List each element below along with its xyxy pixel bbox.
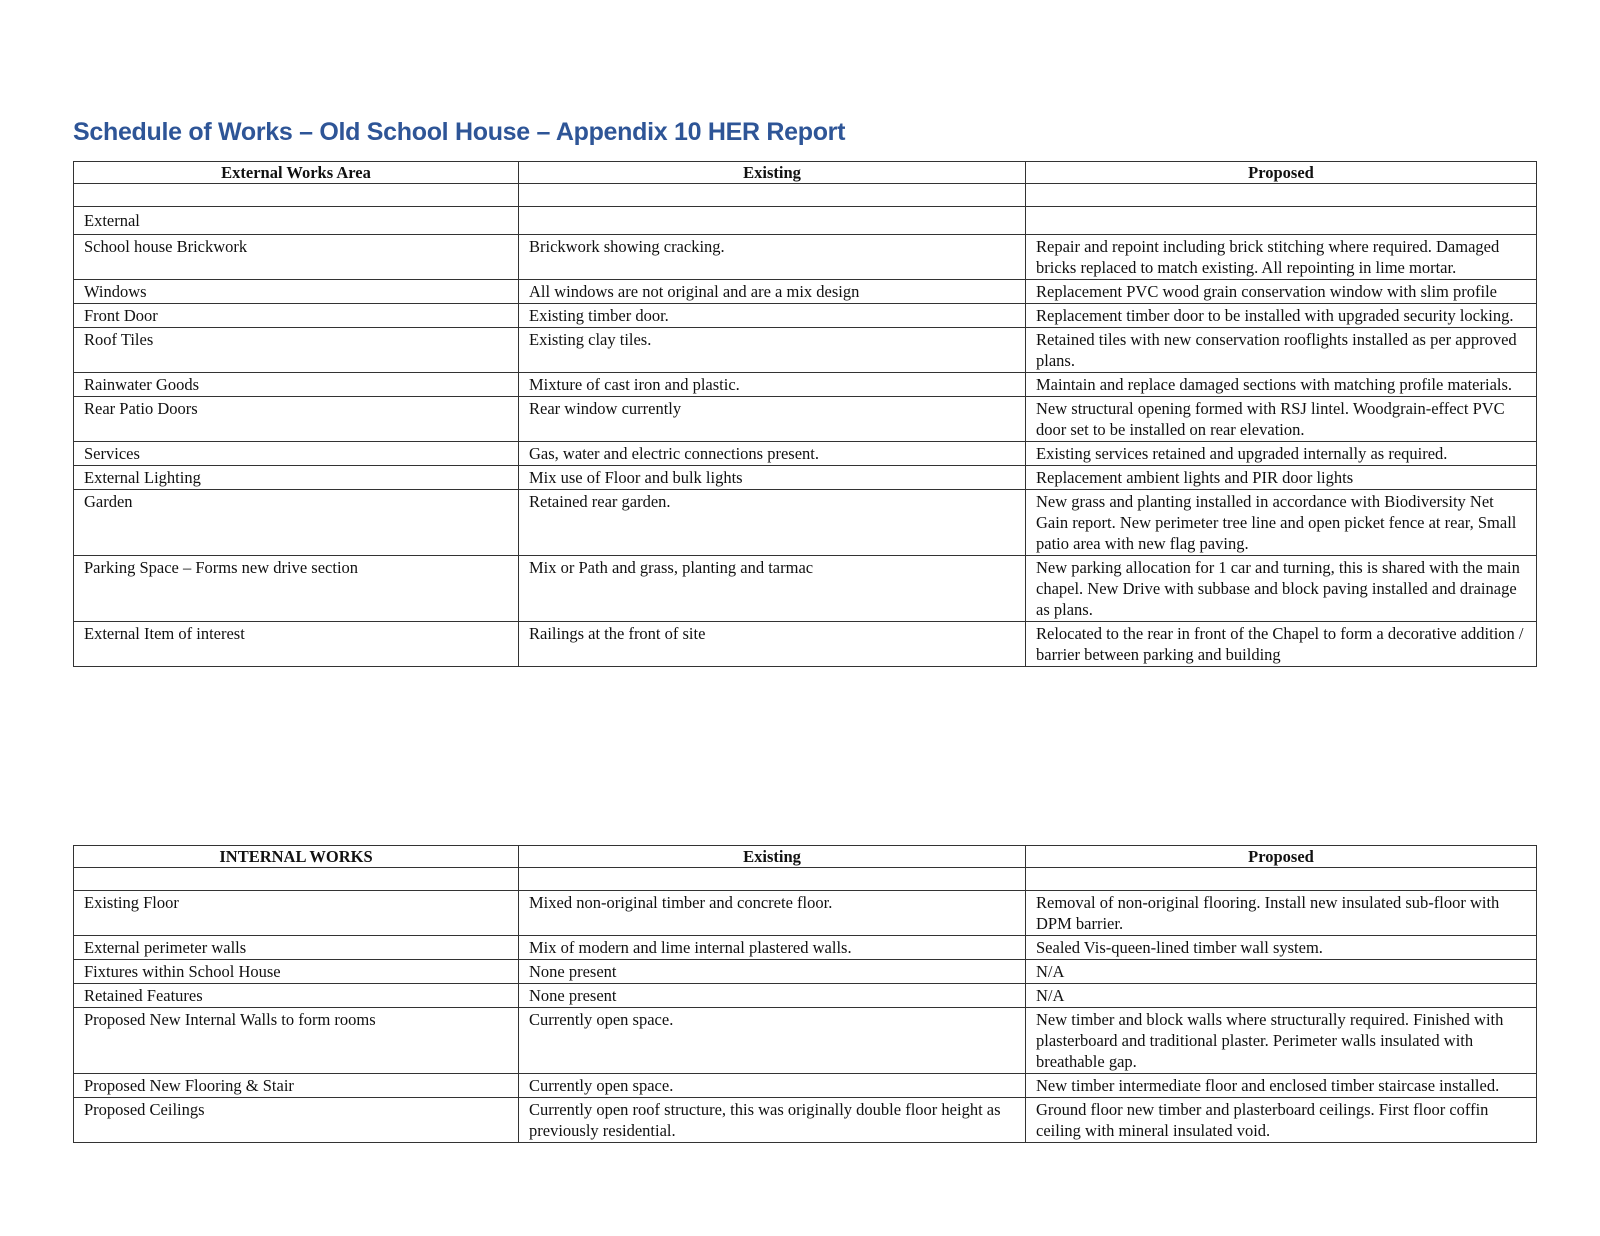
proposed-cell: Retained tiles with new conservation rooflights installed as per approved plans. [1026, 328, 1537, 373]
proposed-cell: Replacement ambient lights and PIR door lights [1026, 466, 1537, 490]
table-header-row [74, 846, 1537, 868]
existing-cell: Mix or Path and grass, planting and tarmac [519, 556, 1026, 622]
area-cell: Proposed New Flooring & Stair [74, 1074, 519, 1098]
proposed-cell: Repair and repoint including brick stitching where required. Damaged bricks replaced to match existing. All repointing in lime mortar. [1026, 235, 1537, 280]
table-header-row [74, 162, 1537, 184]
area-cell: Garden [74, 490, 519, 556]
existing-cell: Rear window currently [519, 397, 1026, 442]
proposed-cell: N/A [1026, 984, 1537, 1008]
blank-row [74, 868, 1537, 891]
existing-cell: All windows are not original and are a mix design [519, 280, 1026, 304]
proposed-cell: New timber intermediate floor and enclosed timber staircase installed. [1026, 1074, 1537, 1098]
proposed-cell: N/A [1026, 960, 1537, 984]
proposed-cell: New grass and planting installed in accordance with Biodiversity Net Gain report. New perimeter tree line and open picket fence at rear, Small patio area with new flag paving. [1026, 490, 1537, 556]
area-cell: Rear Patio Doors [74, 397, 519, 442]
header-proposed: Proposed [1026, 162, 1537, 184]
proposed-cell: Relocated to the rear in front of the Chapel to form a decorative addition / barrier between parking and building [1026, 622, 1537, 667]
table-row [74, 235, 1537, 280]
proposed-cell: Removal of non-original flooring. Install new insulated sub-floor with DPM barrier. [1026, 891, 1537, 936]
page-title: Schedule of Works – Old School House – Appendix 10 HER Report [73, 118, 846, 146]
proposed-cell: New structural opening formed with RSJ lintel. Woodgrain-effect PVC door set to be installed on rear elevation. [1026, 397, 1537, 442]
existing-cell: Retained rear garden. [519, 490, 1026, 556]
table-row [74, 984, 1537, 1008]
existing-cell: Brickwork showing cracking. [519, 235, 1026, 280]
existing-cell: None present [519, 984, 1026, 1008]
existing-cell: Mix use of Floor and bulk lights [519, 466, 1026, 490]
area-cell: Proposed New Internal Walls to form rooms [74, 1008, 519, 1074]
header-proposed: Proposed [1026, 846, 1537, 868]
existing-cell: Existing clay tiles. [519, 328, 1026, 373]
area-cell: Parking Space – Forms new drive section [74, 556, 519, 622]
table-row [74, 1074, 1537, 1098]
table-row [74, 490, 1537, 556]
table-row [74, 960, 1537, 984]
existing-cell: Railings at the front of site [519, 622, 1026, 667]
existing-cell: Currently open space. [519, 1008, 1026, 1074]
area-cell: Front Door [74, 304, 519, 328]
area-cell: Existing Floor [74, 891, 519, 936]
table-row [74, 556, 1537, 622]
table-row [74, 1008, 1537, 1074]
table-row [74, 622, 1537, 667]
area-cell: School house Brickwork [74, 235, 519, 280]
section-label-row [74, 207, 1537, 235]
area-cell: Windows [74, 280, 519, 304]
proposed-cell: Ground floor new timber and plasterboard ceilings. First floor coffin ceiling with mineral insulated void. [1026, 1098, 1537, 1143]
internal-works-table [73, 845, 1537, 1143]
header-area: External Works Area [74, 162, 519, 184]
existing-cell: Existing timber door. [519, 304, 1026, 328]
area-cell: Proposed Ceilings [74, 1098, 519, 1143]
area-cell: External perimeter walls [74, 936, 519, 960]
table-row [74, 328, 1537, 373]
existing-cell: Currently open space. [519, 1074, 1026, 1098]
area-cell: External Item of interest [74, 622, 519, 667]
existing-cell: Mixture of cast iron and plastic. [519, 373, 1026, 397]
table-row [74, 1098, 1537, 1143]
proposed-cell: Maintain and replace damaged sections with matching profile materials. [1026, 373, 1537, 397]
area-cell: Fixtures within School House [74, 960, 519, 984]
proposed-cell: Replacement timber door to be installed with upgraded security locking. [1026, 304, 1537, 328]
table-row [74, 280, 1537, 304]
existing-cell: None present [519, 960, 1026, 984]
header-existing: Existing [519, 846, 1026, 868]
area-cell: Rainwater Goods [74, 373, 519, 397]
existing-cell: Mixed non-original timber and concrete floor. [519, 891, 1026, 936]
external-works-table [73, 161, 1537, 667]
area-cell: Services [74, 442, 519, 466]
header-existing: Existing [519, 162, 1026, 184]
proposed-cell: New timber and block walls where structurally required. Finished with plasterboard and traditional plaster. Perimeter walls insulated with breathable gap. [1026, 1008, 1537, 1074]
section-label: External [74, 207, 519, 235]
area-cell: Retained Features [74, 984, 519, 1008]
area-cell: External Lighting [74, 466, 519, 490]
existing-cell: Mix of modern and lime internal plastered walls. [519, 936, 1026, 960]
proposed-cell: New parking allocation for 1 car and turning, this is shared with the main chapel. New Drive with subbase and block paving installed and drainage as plans. [1026, 556, 1537, 622]
existing-cell: Gas, water and electric connections present. [519, 442, 1026, 466]
proposed-cell: Sealed Vis-queen-lined timber wall system. [1026, 936, 1537, 960]
table-row [74, 397, 1537, 442]
table-row [74, 373, 1537, 397]
existing-cell: Currently open roof structure, this was originally double floor height as previously residential. [519, 1098, 1026, 1143]
proposed-cell: Existing services retained and upgraded internally as required. [1026, 442, 1537, 466]
table-row [74, 936, 1537, 960]
table-row [74, 304, 1537, 328]
table-row [74, 891, 1537, 936]
table-row [74, 442, 1537, 466]
proposed-cell: Replacement PVC wood grain conservation window with slim profile [1026, 280, 1537, 304]
table-row [74, 466, 1537, 490]
area-cell: Roof Tiles [74, 328, 519, 373]
header-area: INTERNAL WORKS [74, 846, 519, 868]
blank-row [74, 184, 1537, 207]
